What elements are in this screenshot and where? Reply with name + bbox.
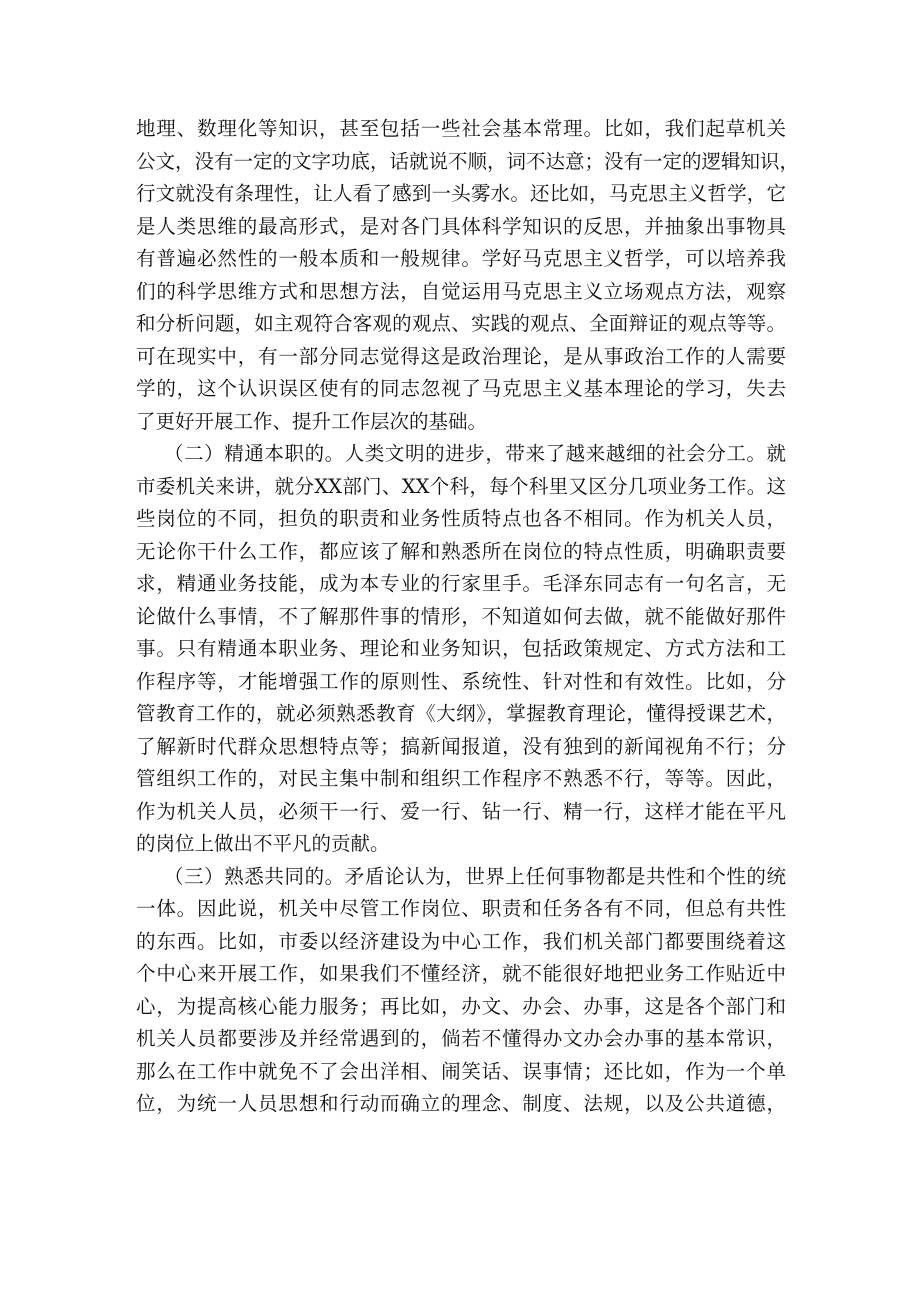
paragraph-3-line-2: 一体。因此说，机关中尽管工作岗位、职责和任务各有不同，但总有共性 [136,897,786,920]
paragraph-1-line-10: 了更好开展工作、提升工作层次的基础。 [136,409,488,433]
paragraph-2-line-2: 市委机关来讲，就分XX部门、XX个科，每个科里又区分几项业务工作。这 [136,474,786,498]
paragraph-2-line-4: 无论你干什么工作，都应该了解和熟悉所在岗位的特点性质，明确职责要 [136,539,786,563]
paragraph-3-line-7: 那么在工作中就免不了会出洋相、闹笑话、误事情；还比如，作为一个单 [136,1059,786,1083]
paragraph-1-line-1: 地理、数理化等知识，甚至包括一些社会基本常理。比如，我们起草机关 [136,117,786,140]
paragraph-2-line-10: 了解新时代群众思想特点等；搞新闻报道，没有独到的新闻视角不行；分 [136,734,786,758]
paragraph-2-line-12: 作为机关人员，必须干一行、爱一行、钻一行、精一行，这样才能在平凡 [136,799,786,823]
paragraph-3-line-6: 机关人员都要涉及并经常遇到的，倘若不懂得办文办会办事的基本常识， [136,1027,786,1050]
paragraph-3-line-4: 个中心来开展工作，如果我们不懂经济，就不能很好地把业务工作贴近中 [136,962,786,985]
paragraph-1-line-2: 公文，没有一定的文字功底，话就说不顺，词不达意；没有一定的逻辑知识， [136,149,800,173]
paragraph-1-line-4: 是人类思维的最高形式，是对各门具体科学知识的反思，并抽象出事物具 [136,214,786,238]
paragraph-2-line-3: 些岗位的不同，担负的职责和业务性质特点也各不相同。作为机关人员， [136,507,786,530]
paragraph-2-line-6: 论做什么事情，不了解那件事的情形，不知道如何去做，就不能做好那件 [136,604,786,628]
paragraph-2-line-9: 管教育工作的，就必须熟悉教育《大纲》，掌握教育理论，懂得授课艺术， [136,702,786,725]
paragraph-2-line-8: 作程序等，才能增强工作的原则性、系统性、针对性和有效性。比如，分 [136,669,786,693]
paragraph-1-line-3: 行文就没有条理性，让人看了感到一头雾水。还比如，马克思主义哲学，它 [136,182,786,205]
paragraph-2-line-5: 求，精通业务技能，成为本专业的行家里手。毛泽东同志有一句名言，无 [136,572,786,595]
paragraph-3-line-8: 位，为统一人员思想和行动而确立的理念、制度、法规，以及公共道德， [136,1092,786,1115]
paragraph-2-line-7: 事。只有精通本职业务、理论和业务知识，包括政策规定、方式方法和工 [136,637,786,660]
paragraph-1-line-5: 有普遍必然性的一般本质和一般规律。学好马克思主义哲学，可以培养我 [136,247,786,270]
paragraph-2-line-1: （二）精通本职的。人类文明的进步，带来了越来越细的社会分工。就 [164,442,786,465]
paragraph-2-line-13: 的岗位上做出不平凡的贡献。 [136,832,390,855]
paragraph-3-line-5: 心，为提高核心能力服务；再比如，办文、办会、办事，这是各个部门和 [136,994,786,1018]
paragraph-1-line-7: 和分析问题，如主观符合客观的观点、实践的观点、全面辩证的观点等等。 [136,312,786,335]
body-text [136,113,800,1121]
paragraph-1-line-8: 可在现实中，有一部分同志觉得这是政治理论，是从事政治工作的人需要 [136,344,786,368]
paragraph-1-line-6: 们的科学思维方式和思想方法，自觉运用马克思主义立场观点方法，观察 [136,279,786,303]
paragraph-2-line-11: 管组织工作的，对民主集中制和组织工作程序不熟悉不行，等等。因此， [136,767,786,790]
paragraph-1-line-9: 学的，这个认识误区使有的同志忽视了马克思主义基本理论的学习，失去 [136,377,786,400]
paragraph-3-line-3: 的东西。比如，市委以经济建设为中心工作，我们机关部门都要围绕着这 [136,929,786,953]
paragraph-3-line-1: （三）熟悉共同的。矛盾论认为，世界上任何事物都是共性和个性的统 [164,864,786,888]
